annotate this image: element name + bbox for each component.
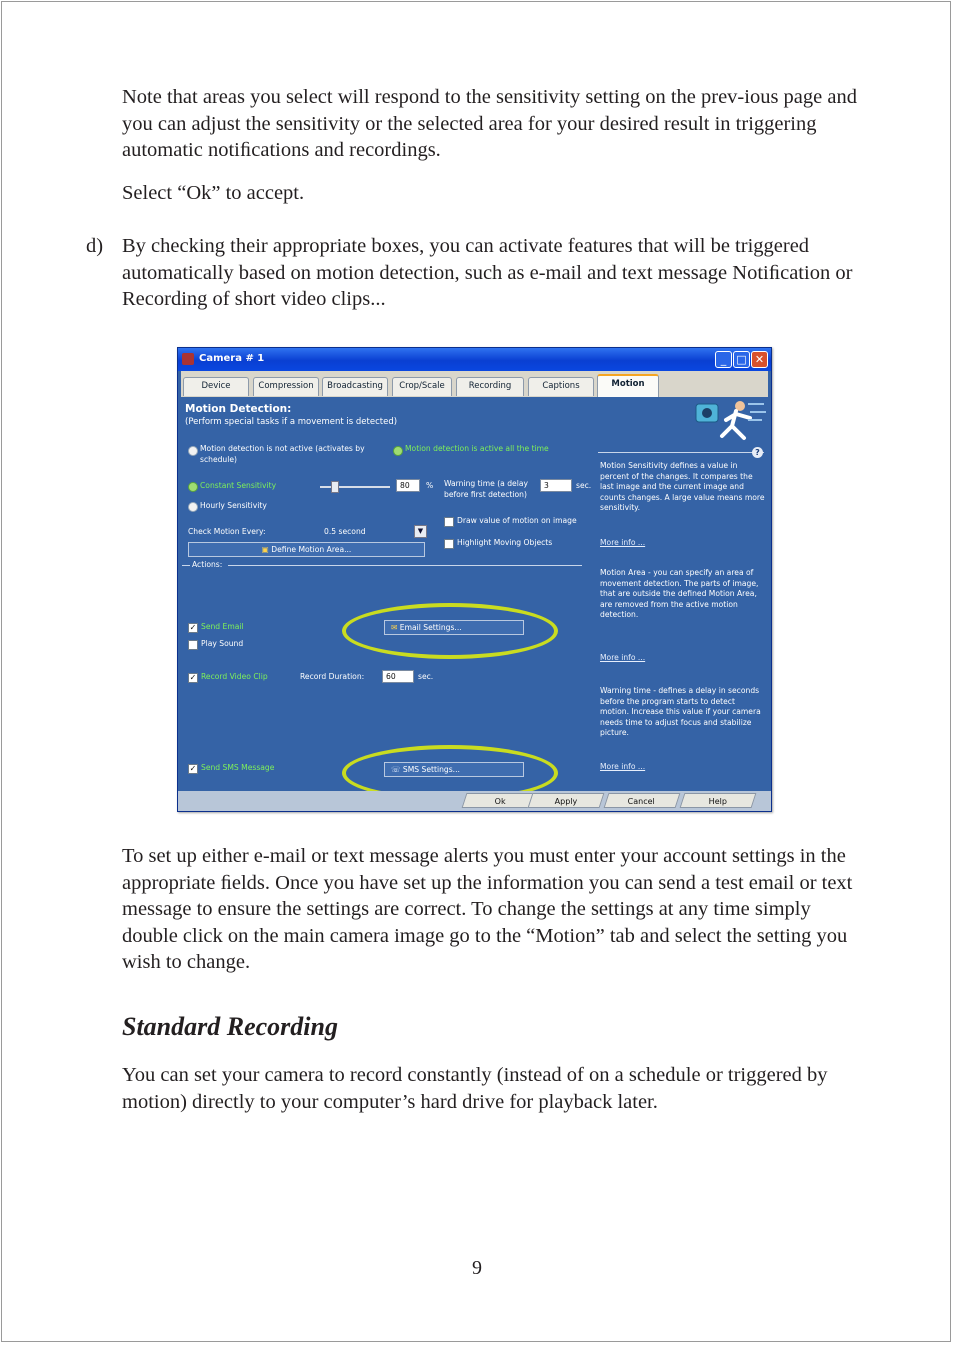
chevron-down-icon[interactable]: ▼	[414, 525, 427, 538]
tab-strip	[181, 371, 768, 397]
radio-motion-active[interactable]	[393, 446, 403, 456]
radio-motion-inactive-label: Motion detection is not active (activates by schedule)	[200, 444, 365, 464]
window-titlebar	[178, 348, 771, 371]
envelope-icon: ✉	[391, 623, 398, 632]
send-email-label: Send Email	[201, 622, 244, 631]
define-motion-area-label: Define Motion Area...	[271, 545, 352, 554]
record-duration-label: Record Duration:	[300, 672, 365, 681]
draw-value-checkbox[interactable]	[444, 517, 454, 527]
highlight-checkbox[interactable]	[444, 539, 454, 549]
sms-settings-label: SMS Settings...	[402, 765, 460, 774]
send-sms-checkbox[interactable]: ✓	[189, 764, 197, 773]
list-item-d	[86, 233, 866, 313]
tab-crop-scale[interactable]: Crop/Scale	[392, 377, 452, 396]
motion-runner-icon	[692, 396, 768, 448]
record-video-label: Record Video Clip	[201, 672, 268, 681]
window-title: Camera # 1	[199, 353, 265, 364]
radio-hourly-sensitivity[interactable]	[188, 502, 198, 512]
area-icon: ▣	[261, 545, 269, 554]
app-icon	[182, 353, 194, 365]
list-marker: d)	[86, 235, 104, 257]
list-item-text: By checking their appropriate boxes, you can activate features that will be triggered automatically based on motion detection, such as e-mail and text message Notiﬁcation or Recording of short video clips...	[122, 235, 853, 310]
hourly-sensitivity-label: Hourly Sensitivity	[200, 501, 267, 510]
play-sound-label: Play Sound	[201, 639, 244, 648]
actions-divider	[228, 565, 582, 566]
radio-motion-inactive[interactable]	[188, 446, 198, 456]
maximize-button[interactable]: □	[733, 351, 750, 368]
send-sms-label: Send SMS Message	[201, 763, 275, 772]
actions-label: Actions:	[192, 560, 223, 569]
record-duration-input[interactable]: 60	[382, 670, 414, 683]
apply-button[interactable]: Apply	[528, 793, 605, 808]
tab-compression[interactable]: Compression	[253, 377, 319, 396]
camera-settings-window	[177, 347, 772, 812]
check-motion-select[interactable]: 0.5 second	[324, 527, 366, 536]
help-icon[interactable]: ?	[752, 447, 763, 458]
minimize-button[interactable]: _	[715, 351, 732, 368]
radio-constant-sensitivity[interactable]	[188, 482, 198, 492]
send-email-checkbox[interactable]: ✓	[189, 623, 197, 632]
ok-button[interactable]: Ok	[462, 793, 539, 808]
cancel-button[interactable]: Cancel	[604, 793, 681, 808]
paragraph-alert-setup: To set up either e-mail or text message alerts you must enter your account settings in the appropriate ﬁelds. Once you have set up the information you can send a test email or text message to ensure the settings are correct. To change the settings at any time simply double click on the main camera image go to the “Motion” tab and select the setting you wish to change.	[122, 845, 853, 973]
tab-recording[interactable]: Recording	[456, 377, 524, 396]
close-button[interactable]: ✕	[751, 351, 768, 368]
help-divider	[598, 452, 764, 453]
highlight-label: Highlight Moving Objects	[457, 538, 553, 547]
bottom-button-bar	[178, 791, 771, 811]
sensitivity-input[interactable]: 80	[396, 479, 420, 492]
more-info-link-1[interactable]: More info ...	[600, 538, 646, 547]
paragraph-standard-recording: You can set your camera to record constantly (instead of on a schedule or triggered by motion) directly to your computer’s hard drive for playback later.	[122, 1064, 828, 1113]
section-title: Motion Detection:	[185, 403, 292, 415]
help-area-text: Motion Area - you can specify an area of movement detection. The parts of image, that are outside the defined Motion Area, are removed from the active motion detection.	[600, 568, 759, 619]
define-motion-area-button[interactable]	[188, 542, 425, 557]
warning-time-label: Warning time (a delay before first detection)	[444, 479, 528, 499]
warning-time-input[interactable]: 3	[540, 479, 572, 492]
sensitivity-slider-thumb[interactable]	[331, 481, 339, 493]
record-video-checkbox[interactable]: ✓	[189, 673, 197, 682]
help-button[interactable]: Help	[680, 793, 757, 808]
help-warning-text: Warning time - defines a delay in seconds before the program starts to detect motion. Increase this value if your camera needs time to adjust focus and stabilize picture.	[600, 686, 761, 737]
record-duration-unit: sec.	[418, 672, 434, 681]
paragraph-select-ok: Select “Ok” to accept.	[122, 182, 305, 204]
help-sensitivity-text: Motion Sensitivity defines a value in percent of the changes. It compares the last image and the current image and counts changes. A large value means more sensitivity.	[600, 461, 765, 512]
sensitivity-unit: %	[426, 481, 434, 490]
section-subtitle: (Perform special tasks if a movement is detected)	[185, 417, 398, 427]
page-number: 9	[472, 1257, 482, 1279]
section-heading: Standard Recording	[122, 1012, 338, 1041]
email-settings-label: Email Settings...	[399, 623, 462, 632]
actions-divider-left	[182, 565, 190, 566]
radio-motion-active-label: Motion detection is active all the time	[405, 444, 549, 453]
paragraph-areas-note: Note that areas you select will respond to the sensitivity setting on the prev-ious page and you can adjust the sensitivity or the selected area for your desired result in triggering automatic notiﬁcations and recordings.	[122, 86, 857, 161]
highlight-ellipse-email	[342, 603, 558, 659]
play-sound-checkbox[interactable]	[188, 640, 198, 650]
more-info-link-3[interactable]: More info ...	[600, 762, 646, 771]
draw-value-label: Draw value of motion on image	[457, 516, 577, 525]
tab-broadcasting[interactable]: Broadcasting	[322, 377, 388, 396]
check-motion-label: Check Motion Every:	[188, 527, 266, 536]
phone-icon: ☏	[391, 765, 401, 774]
warning-time-unit: sec.	[576, 481, 592, 490]
tab-device[interactable]: Device	[183, 377, 249, 396]
tab-motion[interactable]: Motion	[597, 374, 659, 397]
tab-captions[interactable]: Captions	[528, 377, 594, 396]
constant-sensitivity-label: Constant Sensitivity	[200, 481, 277, 490]
more-info-link-2[interactable]: More info ...	[600, 653, 646, 662]
